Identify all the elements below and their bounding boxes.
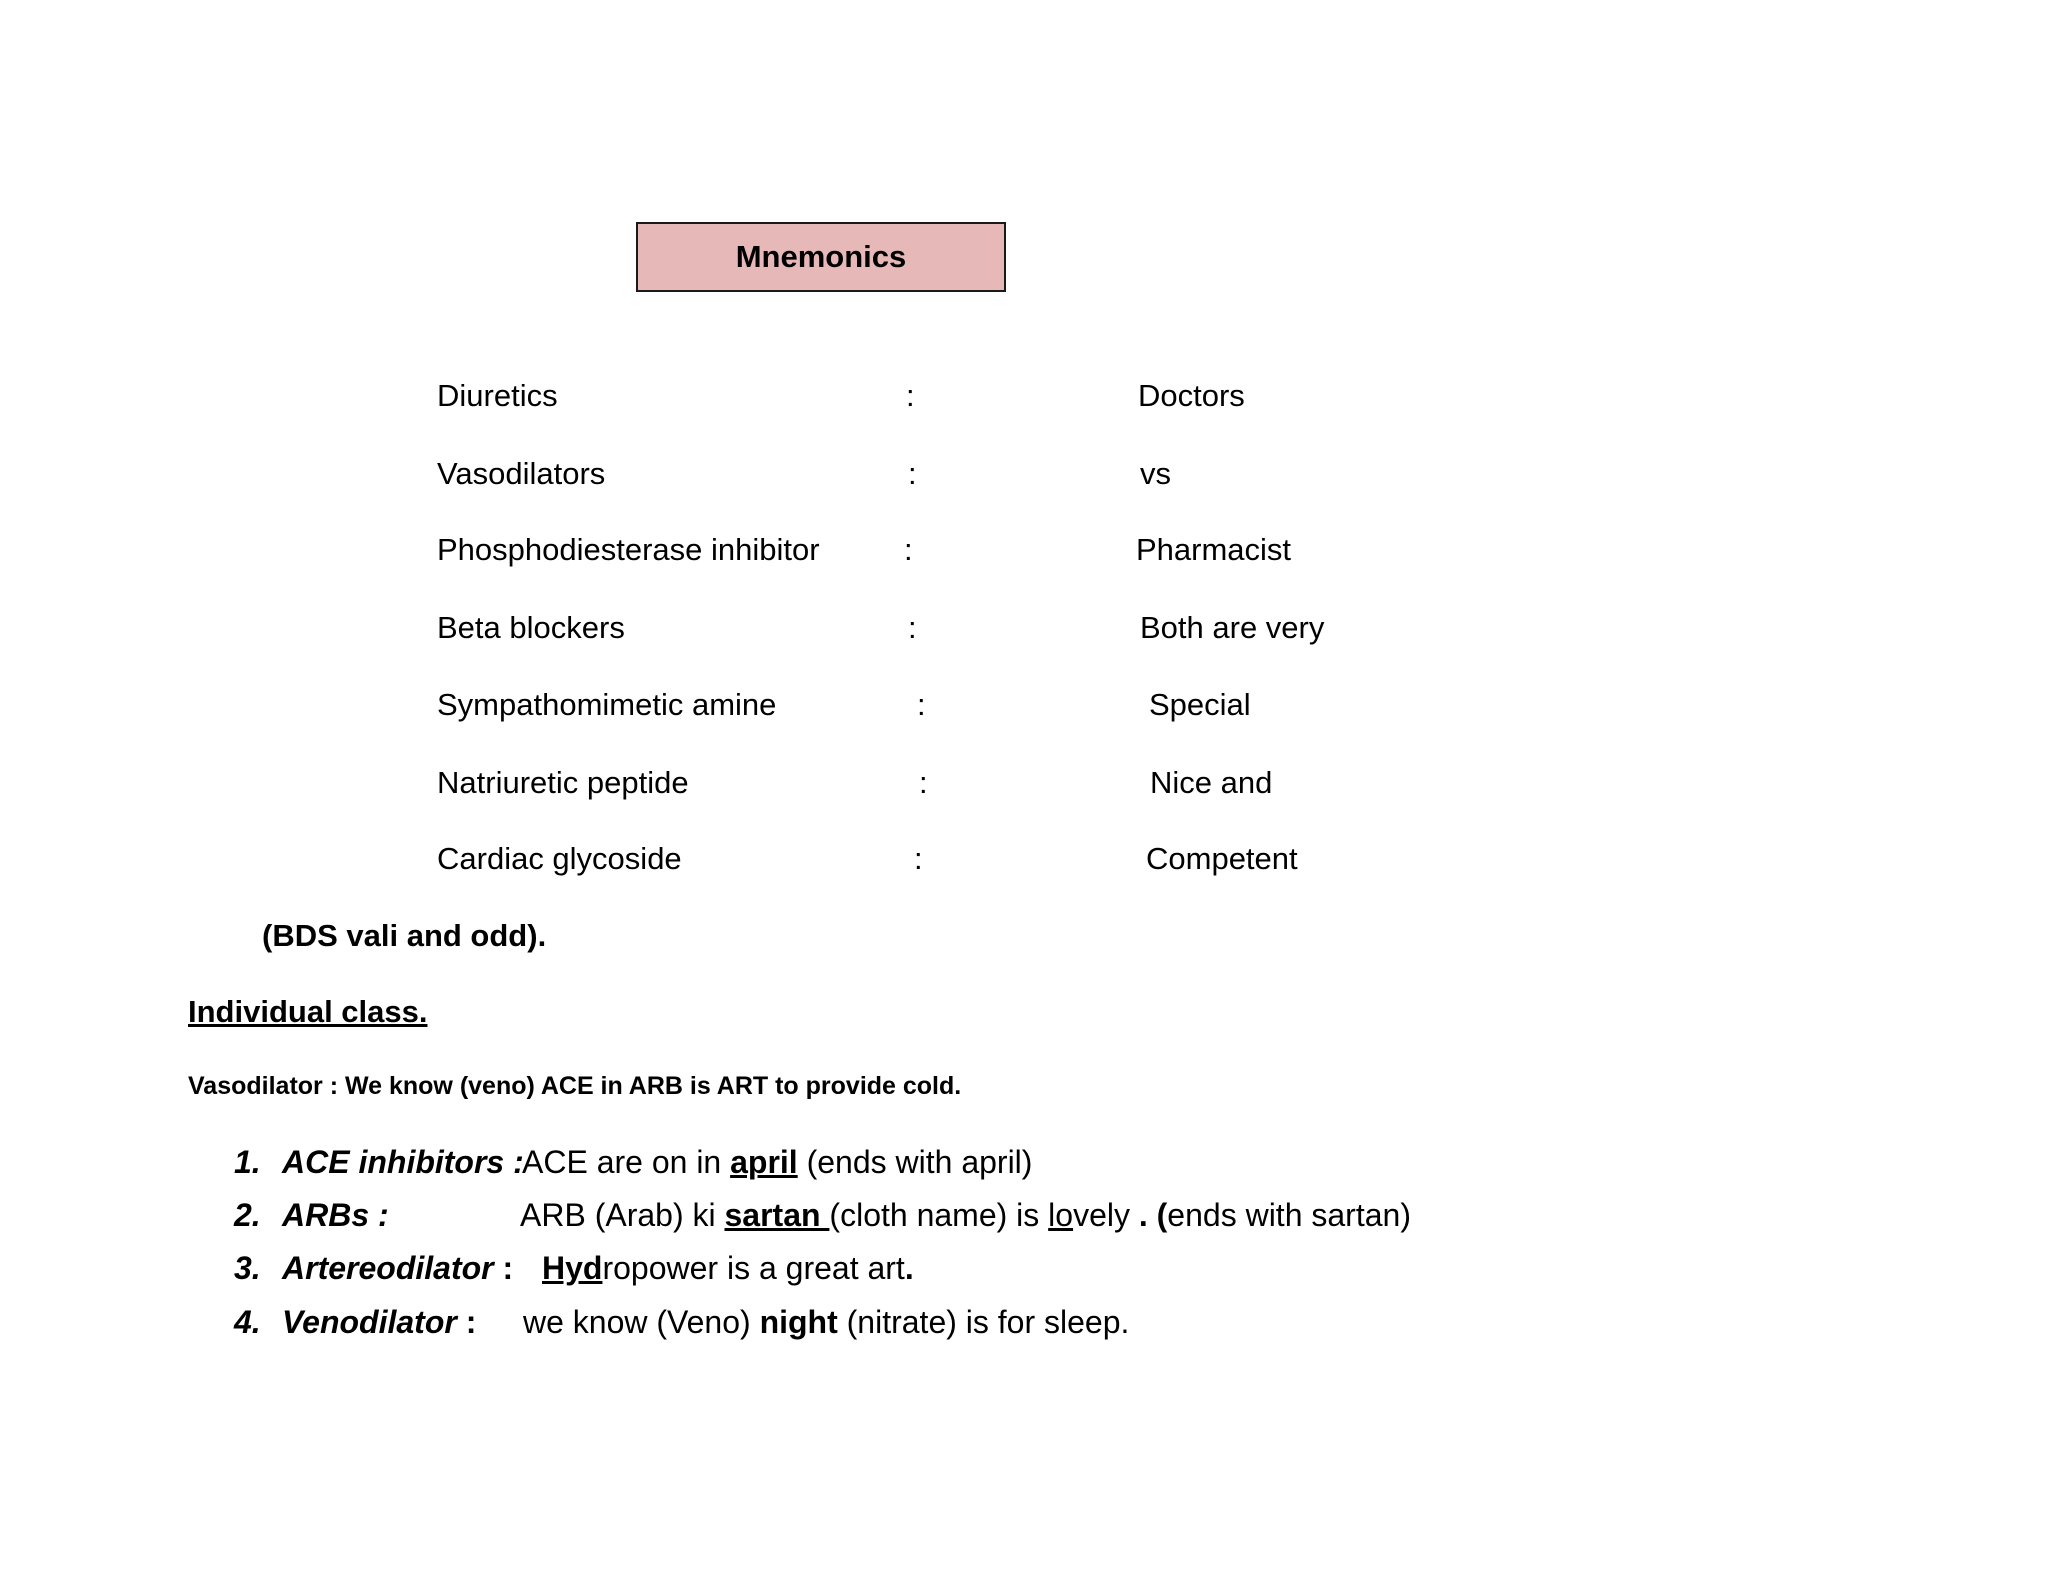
- drug-class: Cardiac glycoside: [437, 841, 682, 876]
- drug-class: Sympathomimetic amine: [437, 687, 777, 722]
- mnemonic-text: ARB (Arab) ki sartan (cloth name) is lovely . (ends with sartan): [520, 1197, 1411, 1233]
- list-item: [0, 1246, 1600, 1290]
- mnemonic-word: vs: [1140, 456, 1171, 491]
- vasodilator-mnemonic: Vasodilator : We know (veno) ACE in ARB is ART to provide cold.: [188, 1072, 962, 1100]
- mnemonic-text: ACE are on in april (ends with april): [522, 1144, 1033, 1180]
- separator: :: [908, 610, 917, 645]
- mnemonic-word: Pharmacist: [1136, 532, 1292, 567]
- item-number: 4.: [234, 1304, 261, 1340]
- drug-class: Beta blockers: [437, 610, 625, 645]
- section-title: Individual class.: [188, 994, 428, 1029]
- mnemonic-text: Hydropower is a great art.: [542, 1250, 914, 1286]
- class-name: ARBs :: [282, 1197, 389, 1233]
- class-name: Artereodilator :: [282, 1250, 514, 1286]
- separator: :: [908, 456, 917, 491]
- mnemonic-word: Nice and: [1150, 765, 1273, 800]
- separator: :: [917, 687, 926, 722]
- class-name: Venodilator :: [282, 1304, 477, 1340]
- item-number: 1.: [234, 1144, 261, 1180]
- list-item: [0, 1300, 1600, 1344]
- separator: :: [906, 378, 915, 413]
- separator: :: [919, 765, 928, 800]
- item-number: 2.: [234, 1197, 261, 1233]
- page-title: Mnemonics: [636, 222, 1006, 292]
- item-number: 3.: [234, 1250, 261, 1286]
- separator: :: [914, 841, 923, 876]
- mnemonic-word: Both are very: [1140, 610, 1325, 645]
- drug-class: Phosphodiesterase inhibitor: [437, 532, 820, 567]
- list-item: [0, 1193, 1600, 1237]
- separator: :: [904, 532, 913, 567]
- drug-class: Diuretics: [437, 378, 558, 413]
- mnemonic-word: Doctors: [1138, 378, 1245, 413]
- drug-class: Natriuretic peptide: [437, 765, 689, 800]
- drug-class: Vasodilators: [437, 456, 606, 491]
- mnemonic-text: we know (Veno) night (nitrate) is for sleep.: [523, 1304, 1130, 1340]
- class-name: ACE inhibitors :: [282, 1144, 524, 1180]
- list-item: [0, 1140, 1600, 1184]
- bds-note: (BDS vali and odd).: [262, 918, 547, 953]
- mnemonic-word: Special: [1149, 687, 1251, 722]
- mnemonic-word: Competent: [1146, 841, 1298, 876]
